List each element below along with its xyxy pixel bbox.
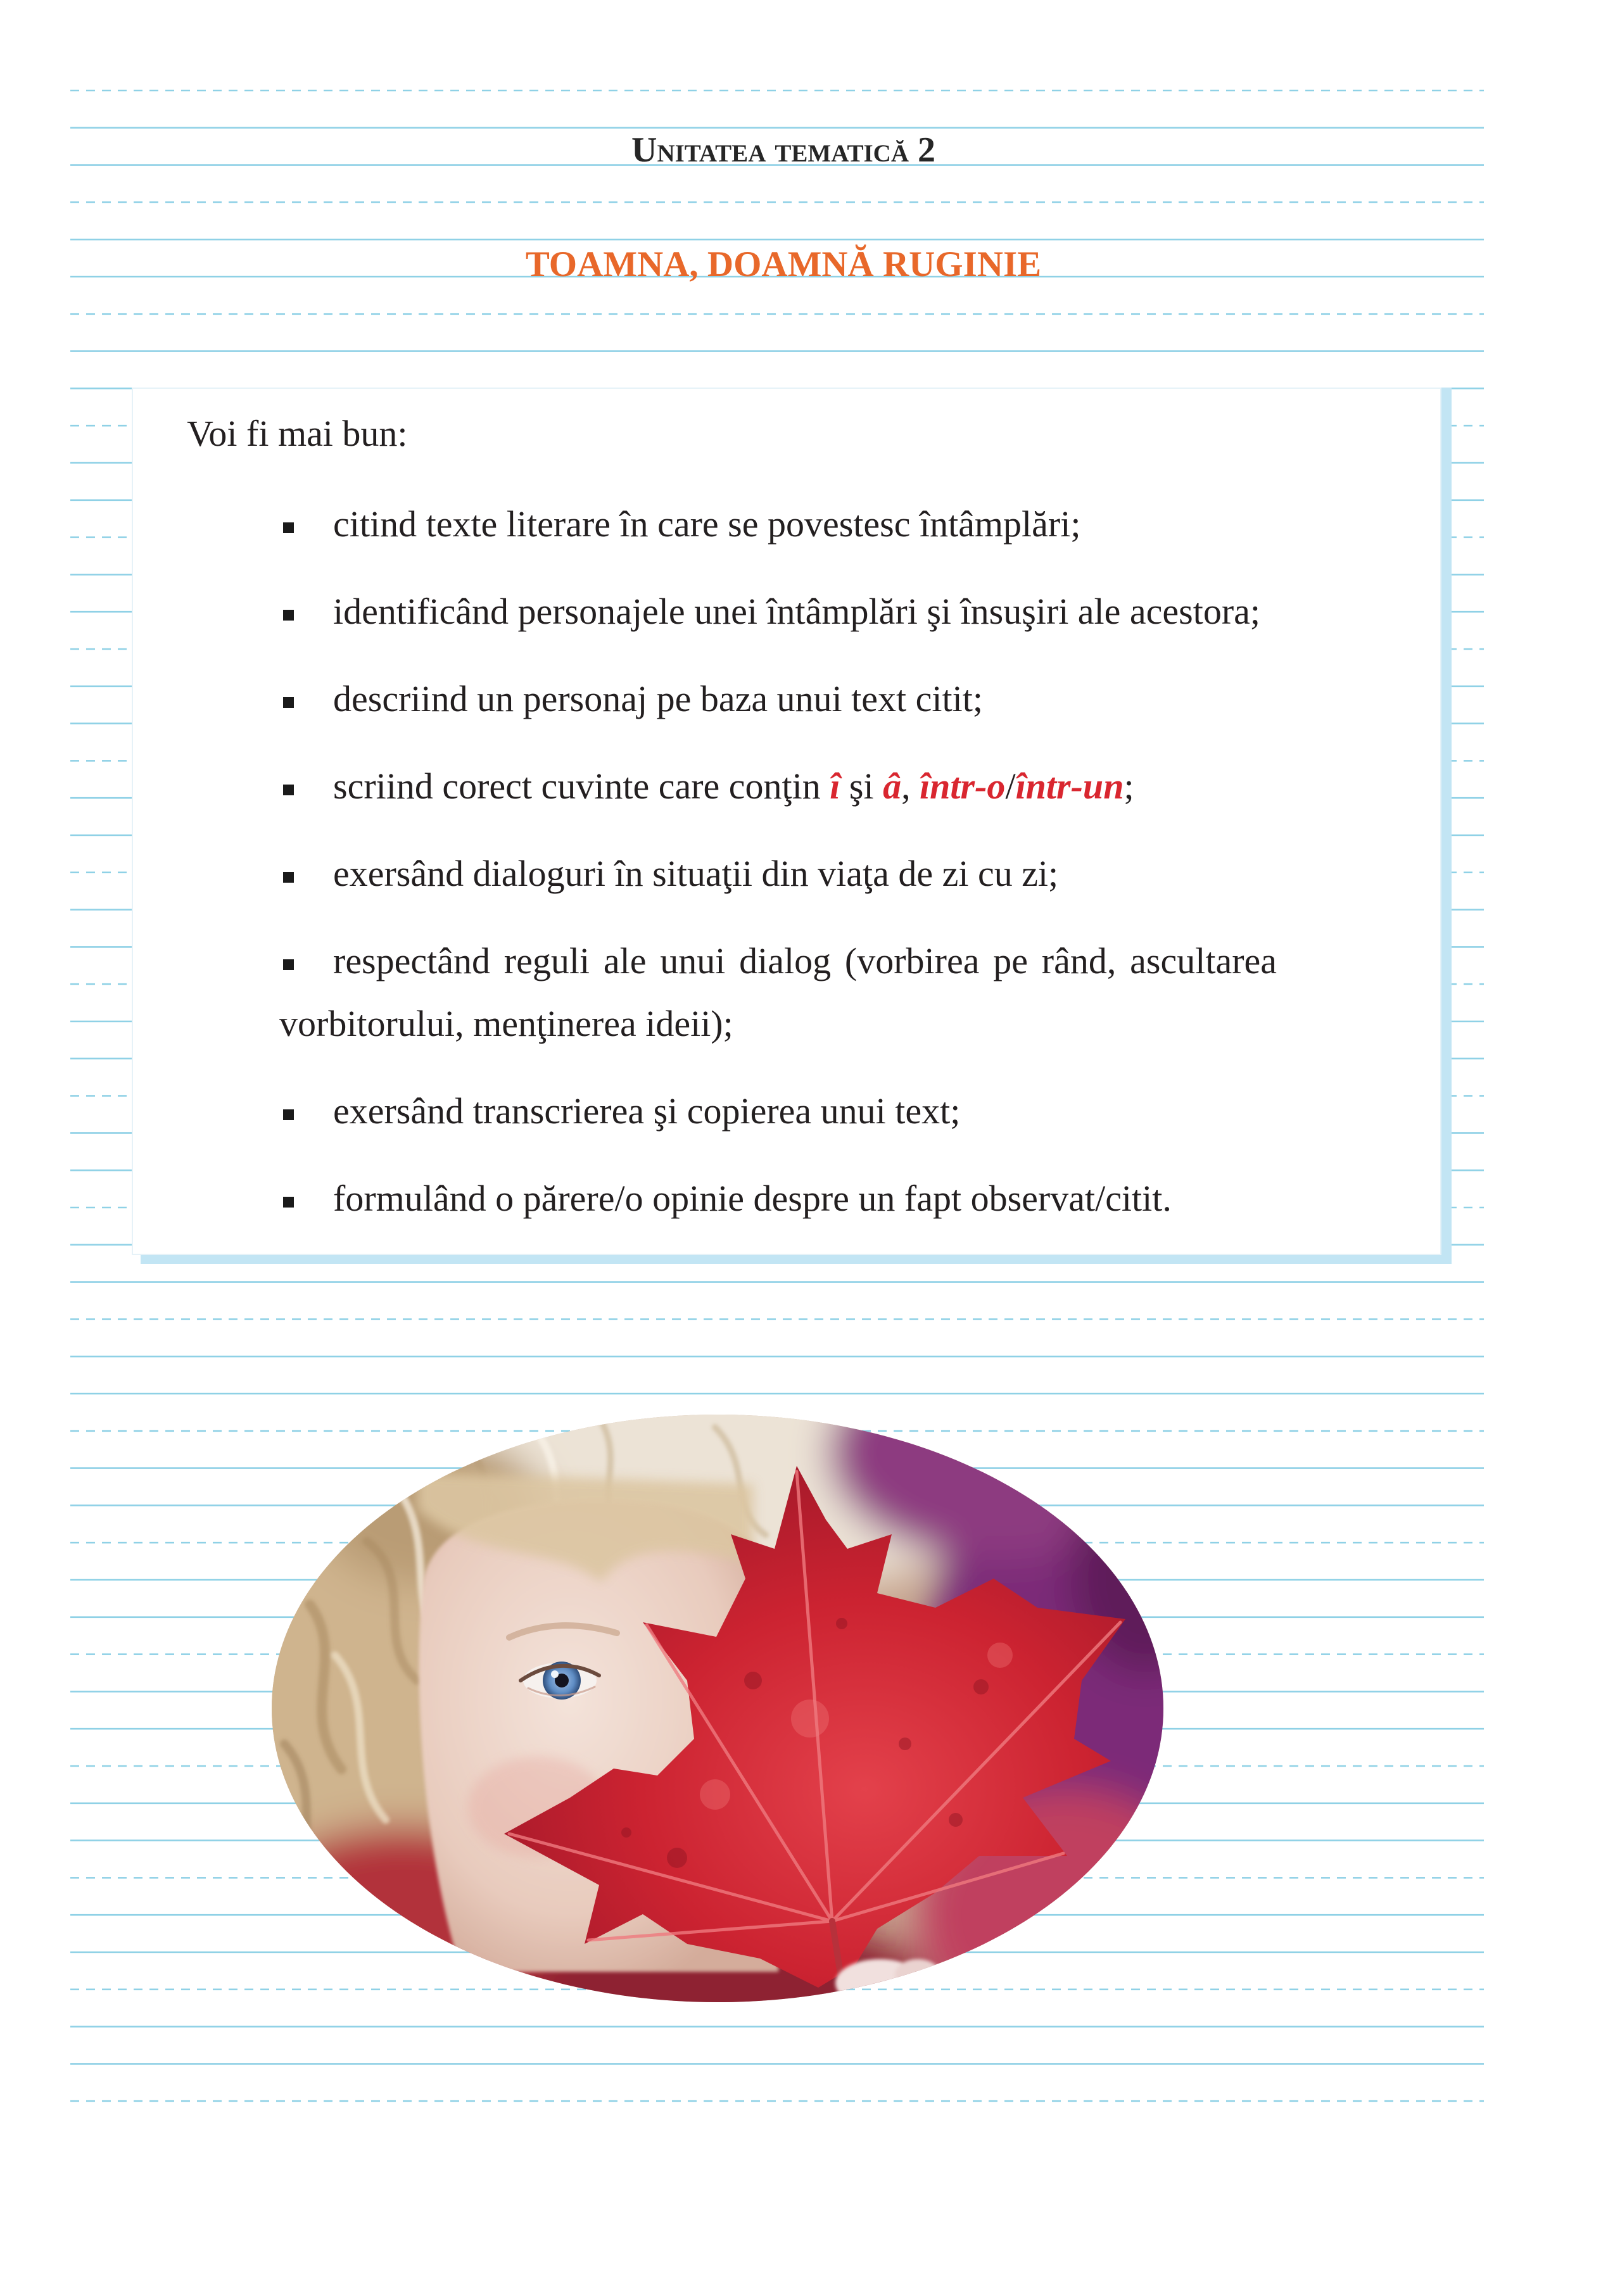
objective-item [279, 842, 1277, 905]
hand [835, 1959, 940, 2002]
objective-text: citind texte literare în care se povestesc întâmplări; [333, 503, 1081, 545]
highlight-word: într-un [1015, 766, 1124, 807]
objective-text: exersând dialoguri în situaţii din viaţa de zi cu zi; [333, 853, 1059, 894]
objective-text: identificând personajele unei întâmplări şi însuşiri ale acestora; [333, 591, 1260, 632]
objective-item [279, 755, 1277, 817]
square-bullet-icon [283, 785, 294, 795]
objective-text: exersând transcrierea şi copierea unui text; [333, 1090, 961, 1132]
square-bullet-icon [283, 610, 294, 621]
objective-item [279, 493, 1277, 555]
chapter-title: TOAMNA, DOAMNĂ RUGINIE [525, 244, 1042, 284]
objective-text: ; [1124, 766, 1134, 807]
square-bullet-icon [283, 1109, 294, 1120]
objectives-intro: Voi fi mai bun: [187, 413, 408, 454]
objectives-content [133, 402, 1440, 1230]
autumn-photo-oval [272, 1415, 1163, 2002]
square-bullet-icon [283, 522, 294, 533]
square-bullet-icon [283, 872, 294, 883]
objective-item [279, 930, 1277, 1055]
objective-text: / [1005, 766, 1016, 807]
objective-item [279, 1080, 1277, 1142]
square-bullet-icon [283, 959, 294, 970]
objective-text: descriind un personaj pe baza unui text citit; [333, 678, 983, 719]
objective-item [279, 1167, 1277, 1230]
square-bullet-icon [283, 1197, 294, 1208]
square-bullet-icon [283, 697, 294, 708]
objective-text: şi [840, 766, 883, 807]
objective-text: scriind corect cuvinte care conţin [333, 766, 830, 807]
objective-text: respectând reguli ale unui dialog (vorbirea pe rând, ascultarea vorbitorului, menţinerea ideii); [279, 940, 1277, 1044]
unit-label: Unitatea tematică 2 [631, 130, 935, 170]
objective-item [279, 667, 1277, 730]
highlight-word: într-o [920, 766, 1006, 807]
objectives-box [132, 388, 1441, 1255]
highlight-letter: â [883, 766, 902, 807]
objective-text: , [901, 766, 920, 807]
highlight-letter: î [830, 766, 840, 807]
objective-text: formulând o părere/o opinie despre un fapt observat/citit. [333, 1178, 1172, 1219]
objective-item [279, 580, 1277, 643]
